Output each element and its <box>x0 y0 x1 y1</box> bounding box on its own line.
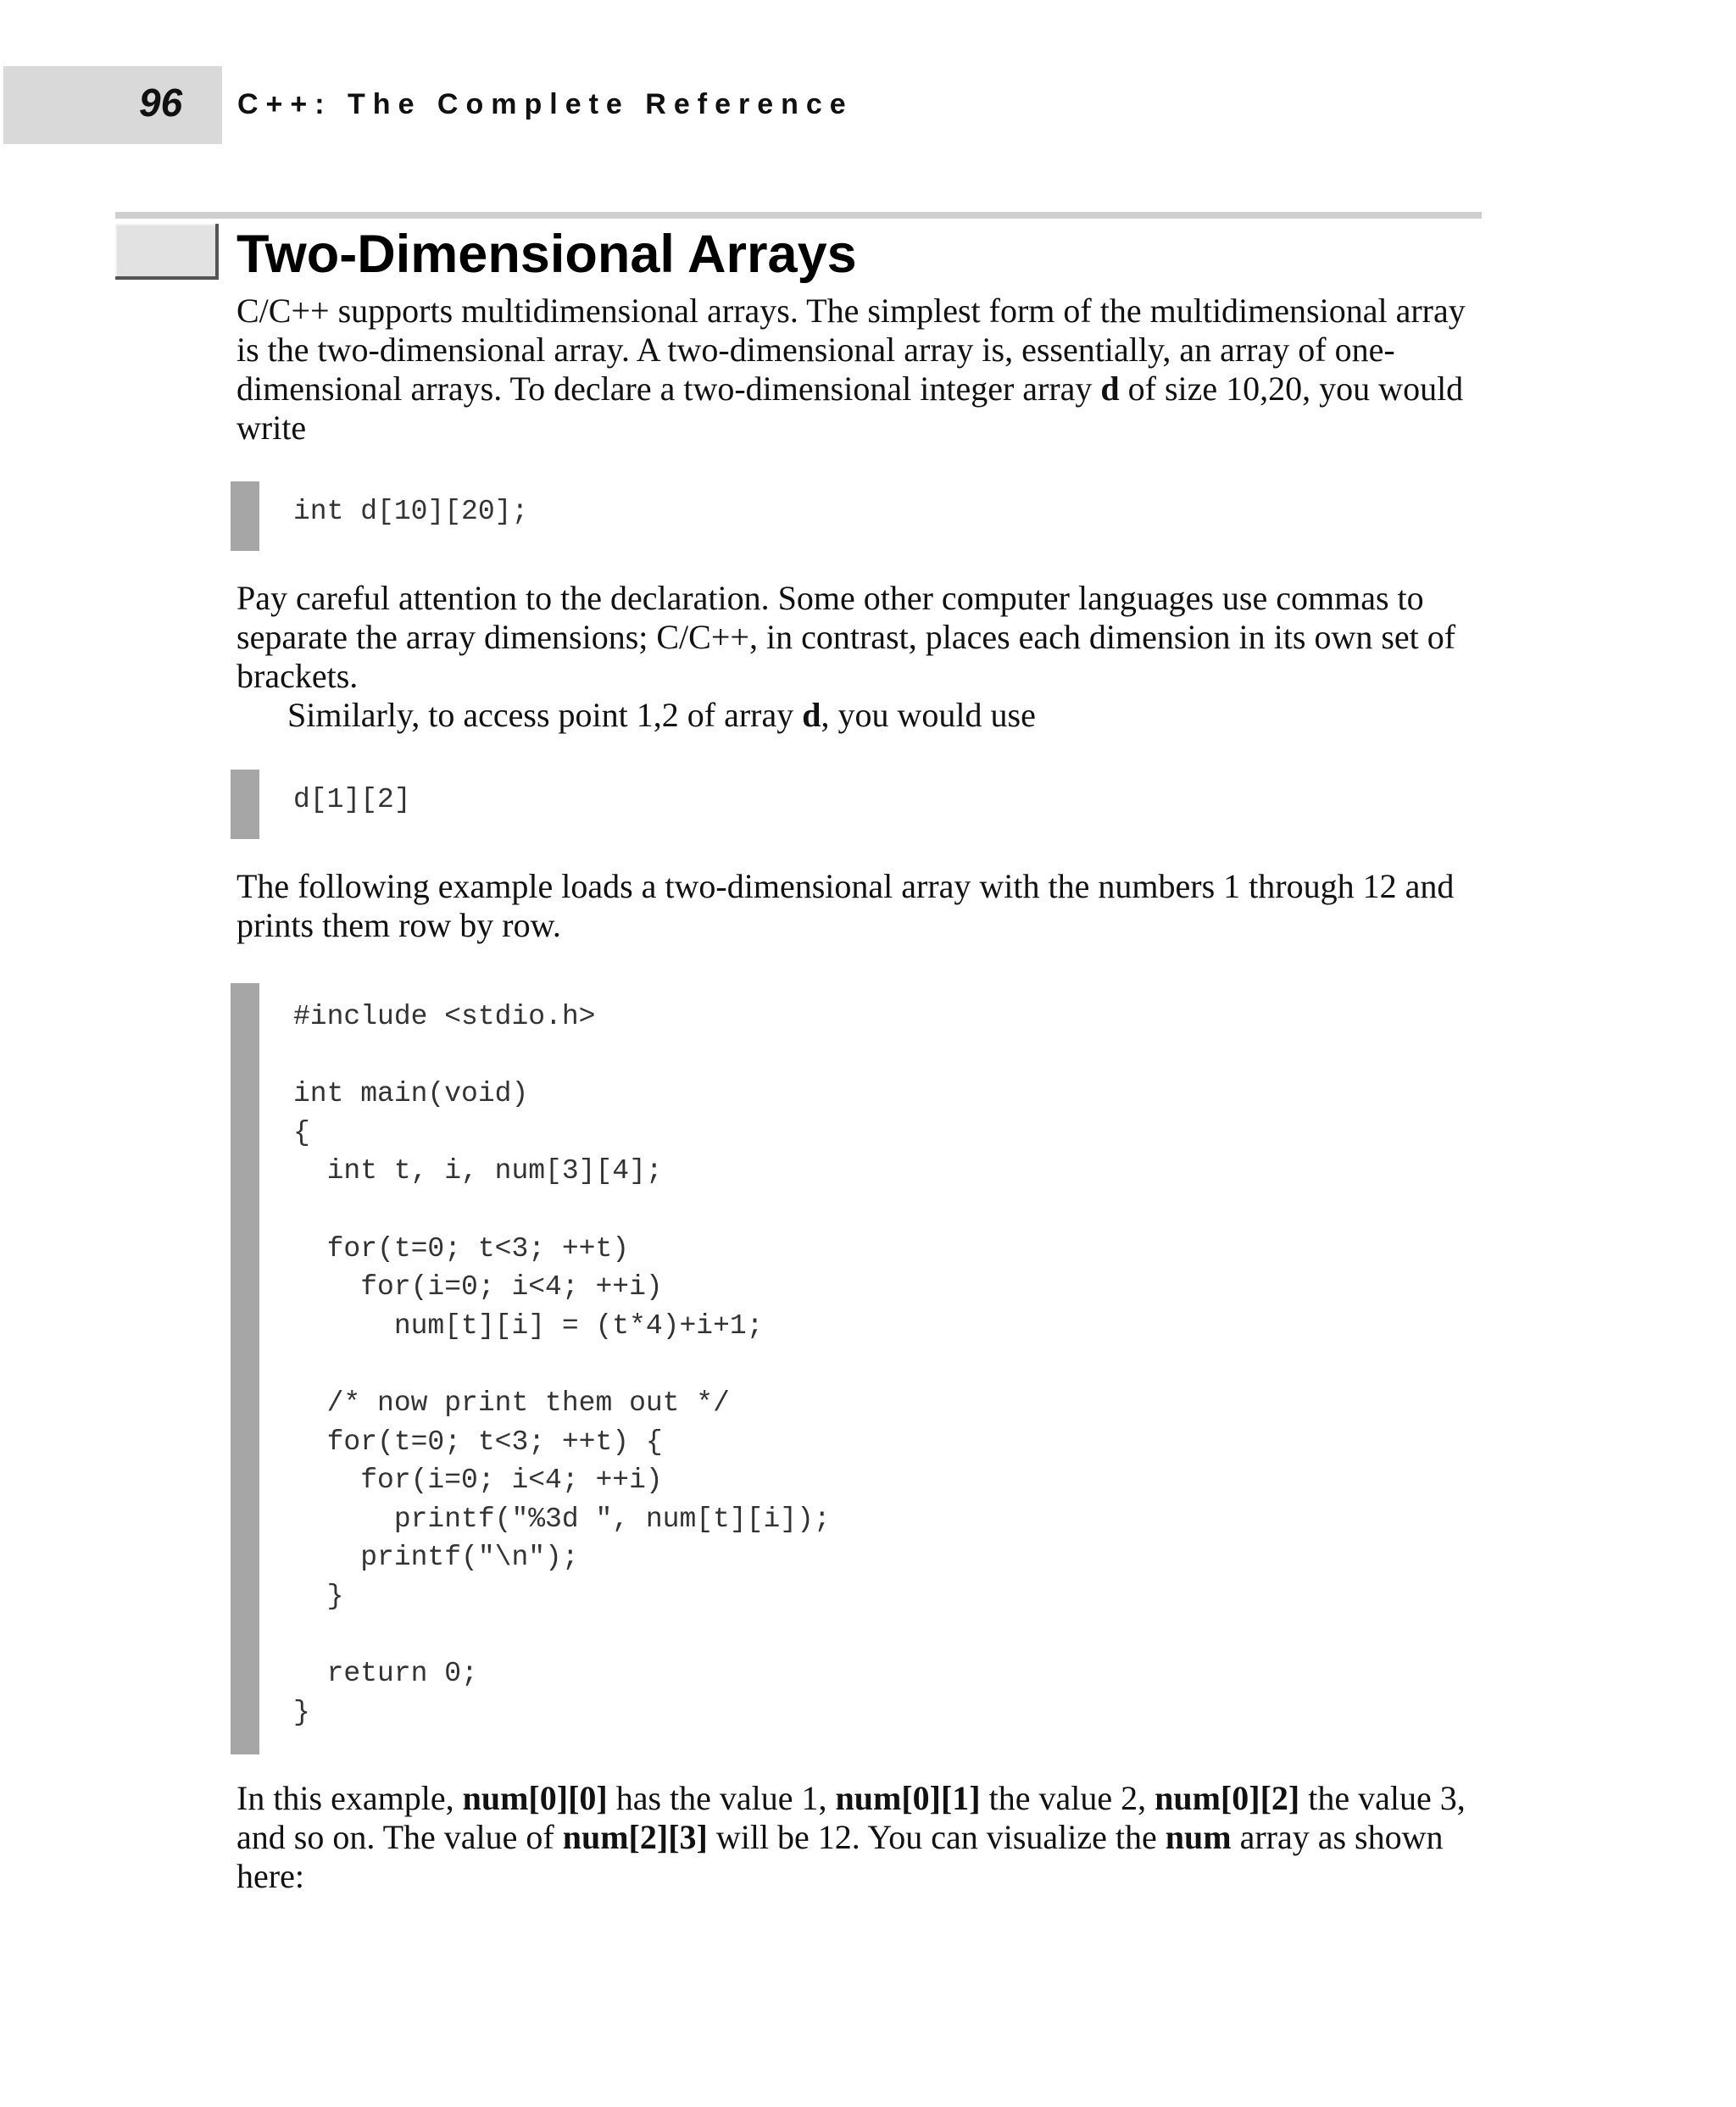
paragraph-text: the value 2, <box>980 1779 1155 1817</box>
code-block-declaration: int d[10][20]; <box>231 481 1417 551</box>
code-block-program: #include <stdio.h> int main(void) { int t, i, num[3][4]; for(t=0; t<3; ++t) for(i=0; i<4; ++i) num[t][i] = (t*4)+i+1; /* now print them out */ for(t=0; t<3; ++t) { for(i=0; i<4; ++i) printf("%3d ", num[t][i]); printf("\n"); } return 0; } <box>231 983 1417 1754</box>
section-heading-box-icon <box>115 224 219 280</box>
paragraph-example-intro: The following example loads a two-dimensional array with the numbers 1 through 12 and prints them row by row. <box>236 867 1455 944</box>
section-rule <box>115 212 1482 219</box>
code-term: num[0][1] <box>835 1779 981 1817</box>
paragraph-text: Similarly, to access point 1,2 of array <box>287 696 803 734</box>
code-term: num[0][2] <box>1155 1779 1300 1817</box>
paragraph-text: array as shown here: <box>236 1818 1444 1895</box>
paragraph-text: , you would use <box>821 696 1036 734</box>
code-term: num[0][0] <box>462 1779 608 1817</box>
paragraph-text: the value 3, and so on. The value of <box>236 1779 1466 1856</box>
paragraph-access <box>236 696 1491 735</box>
code-term: d <box>802 696 821 734</box>
paragraph-declaration-note: Pay careful attention to the declaration. Some other computer languages use commas to separate the array dimensions; C/C++, in contrast, places each dimension in its own set of brackets. <box>236 579 1456 695</box>
paragraph-text: has the value 1, <box>607 1779 836 1817</box>
code-term: num[2][3] <box>562 1818 708 1856</box>
page-number-tab <box>3 66 222 144</box>
running-head: C++: The Complete Reference <box>237 88 854 120</box>
code-term: num <box>1165 1818 1232 1856</box>
paragraph-text: In this example, <box>236 1779 463 1817</box>
paragraph-explanation <box>236 1779 1491 1896</box>
paragraph-text: will be 12. You can visualize the <box>707 1818 1166 1856</box>
code-block-access: d[1][2] <box>231 770 1417 839</box>
paragraph-text: of size 10,20, you would write <box>236 370 1464 447</box>
page-number: 96 <box>139 81 183 125</box>
paragraph-text: C/C++ supports multidimensional arrays. The simplest form of the multidimensional array is the two-dimensional array. A two-dimensional array is, essentially, an array of one-dimensional arrays. To declare a two-dimensional integer array <box>236 292 1466 408</box>
paragraph-intro <box>236 292 1491 448</box>
section-title: Two-Dimensional Arrays <box>236 225 857 284</box>
code-term: d <box>1100 370 1120 408</box>
